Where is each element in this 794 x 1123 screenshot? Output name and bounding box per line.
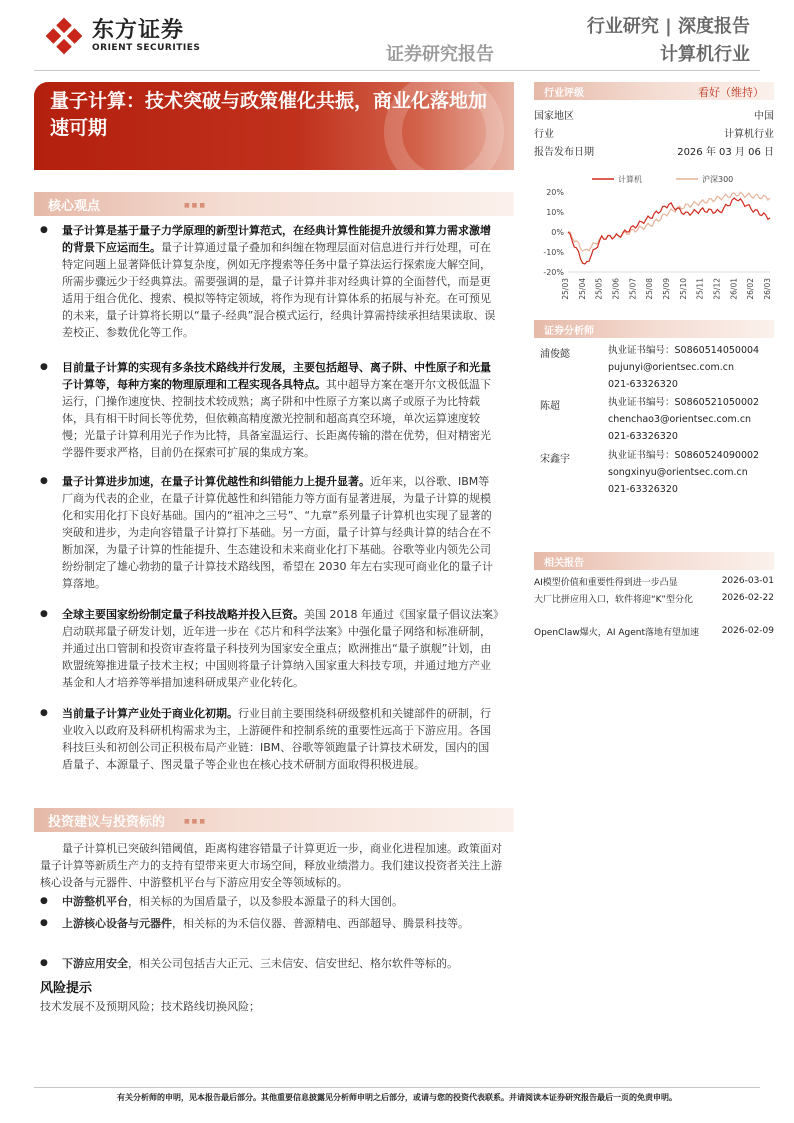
- logo-en: ORIENT SECURITIES: [92, 43, 201, 53]
- x-tick-label: 25/11: [695, 278, 705, 300]
- y-tick-label: 20%: [546, 188, 564, 197]
- logo: [44, 16, 200, 56]
- footer-divider: [34, 1087, 760, 1088]
- invest-point: ● 中游整机平台，相关标的为国盾量子，以及参股本源量子的科大国创。: [40, 893, 500, 910]
- risk-text: 技术发展不及预期风险；技术路线切换风险；: [40, 1000, 260, 1013]
- x-tick-label: 25/07: [628, 278, 638, 300]
- core-point: ● 当前量子计算产业处于商业化初期。行业目前主要围绕科研级整机和关键部件的研制，行业收入以政府及科研机构需求为主，上游硬件和控制系统的重要性远高于下游应用。各国科技巨头和初创公司正积极布局产业链：IBM、谷歌等领跑量子计算技术研发，国内的国盾量子、本源量子、图灵量子等企业也在核心技术研制方面取得积极进展。: [40, 705, 500, 773]
- core-point: ● 全球主要国家纷纷制定量子科技战略并投入巨资。美国 2018 年通过《国家量子倡议法案》启动联邦量子研发计划，近年进一步在《芯片和科学法案》中强化量子网络和标准研制，并通过出口管制和投资审查将量子科技列为国家安全重点；欧洲推出“量子旗舰”计划，由欧盟统筹推进量子技术主权；中国则将量子计算纳入国家重大科技专项，并通过地方产业基金和人才培养等举措加速科研成果产业化转化。: [40, 606, 500, 691]
- core-points-list-3: [40, 473, 500, 594]
- analyst-label: 证券分析师: [544, 326, 594, 337]
- series-line: [568, 198, 770, 264]
- analyst-info: 执业证书编号：S0860524090002 songxinyu@orientsec.com.cn 021-63326320: [608, 450, 760, 495]
- y-tick-label: 10%: [546, 208, 564, 217]
- y-tick-label: -20%: [543, 268, 564, 277]
- x-tick-label: 25/10: [678, 278, 688, 300]
- analyst-name: 陈超: [540, 401, 560, 412]
- rating-value: 看好（维持）: [698, 86, 764, 99]
- related-label: 相关报告: [544, 558, 584, 569]
- y-tick-label: -10%: [543, 248, 564, 257]
- core-point: ● 量子计算是基于量子力学原理的新型计算范式，在经典计算性能提升放缓和算力需求激增的背景下应运而生。量子计算通过量子叠加和纠缠在物理层面对信息进行并行处理，可在特定问题上显著降低计算复杂度，例如无序搜索等任务中量子算法运行探索庞大解空间，所需步骤远少于经典算法。需要强调的是，量子计算并非对经典计算的全面替代，而是更适用于组合优化、搜索、模拟等特定领域，将作为现有计算体系的拓展与补充。在可预见的未来，量子计算将长期以“量子-经典”混合模式运行，经典计算需持续承担结果读取、误差校正、参数优化等工作。: [40, 222, 500, 341]
- page-title: 量子计算：技术突破与政策催化共振，商业化落地加速可期: [50, 90, 488, 139]
- invest-point: ● 上游核心设备与元器件，相关标的为禾信仪器、普源精电、西部超导、腾景科技等。: [40, 915, 500, 932]
- report-category: 行业研究 | 深度报告: [586, 16, 750, 37]
- performance-chart: [534, 170, 774, 310]
- core-point: ● 量子计算进步加速，在量子计算优越性和纠错能力上提升显著。近年来，以谷歌、IBM等厂商为代表的企业，在量子计算优越性和纠错能力等方面有显著进展，为量子计算的规模化和实用化打下良好基础。国内的“祖冲之三号”、“九章”系列量子计算机也实现了显著的突破和进步，为走向容错量子计算打下基础。另一方面，量子计算与经典计算的结合在不断加深，为量子计算的性能提升、生态建设和未来商业化打下基础。谷歌等业内领先公司纷纷制定了雄心勃勃的量子计算技术路线图，希望在 2030 年左右实现可商业化的量子计算落地。: [40, 473, 500, 592]
- x-tick-label: 25/06: [611, 278, 621, 300]
- title-banner: [34, 82, 514, 170]
- core-point: ● 目前量子计算的实现有多条技术路线并行发展，主要包括超导、离子阱、中性原子和光量子计算等，每种方案的物理原理和工程实现各具特点。其中超导方案在毫开尔文极低温下运行，门操作速度快、控制技术较成熟；离子阱和中性原子方案以离子或原子为比特载体，具有相干时间长等优势，但依赖高精度激光控制和超高真空环境，单次运算速度较慢；光量子计算利用光子作为比特，具备室温运行、长距离传输的潜在优势，但对精密光学器件要求严格，目前仍在探索可扩展的集成方案。: [40, 359, 500, 461]
- invest-section-title: 投资建议与投资标的: [48, 815, 166, 830]
- series-line: [568, 192, 770, 251]
- analyst-name: 宋鑫宇: [540, 454, 570, 465]
- core-points-list-4: [40, 606, 500, 693]
- invest-point: ● 下游应用安全，相关公司包括吉大正元、三未信安、信安世纪、格尔软件等标的。: [40, 955, 500, 972]
- x-tick-label: 26/01: [729, 278, 739, 300]
- analyst-name: 浦俊懿: [540, 349, 570, 360]
- risk-title: 风险提示: [40, 981, 93, 996]
- industry-name: 计算机行业: [660, 44, 750, 65]
- core-points-list-5: [40, 705, 500, 775]
- decoration-dots: ■■■: [184, 202, 208, 209]
- core-section-title: 核心观点: [48, 199, 101, 214]
- rating-row: 行业 计算机行业: [534, 129, 774, 140]
- analyst-info: 执业证书编号：S0860521050002 chenchao3@orientsec.com.cn 021-63326320: [608, 397, 760, 442]
- analyst-header: [534, 320, 774, 338]
- logo-cn: 东方证券: [92, 18, 185, 43]
- y-tick-label: 0%: [551, 228, 564, 237]
- header-divider: [34, 70, 760, 71]
- core-points-list: [40, 222, 500, 343]
- invest-section-header: [34, 808, 514, 832]
- related-header: [534, 552, 774, 570]
- x-tick-label: 25/04: [577, 278, 587, 300]
- legend-label: 沪深300: [702, 175, 734, 184]
- x-tick-label: 25/08: [645, 278, 655, 300]
- rating-header: [534, 82, 774, 100]
- core-section-header: [34, 192, 514, 216]
- core-points-list-2: [40, 359, 500, 463]
- x-tick-label: 26/02: [746, 278, 756, 300]
- x-tick-label: 25/09: [662, 278, 671, 300]
- analyst-info: 执业证书编号：S0860514050004 pujunyi@orientsec.com.cn 021-63326320: [608, 345, 760, 390]
- footer-disclaimer: 有关分析师的申明，见本报告最后部分。其他重要信息披露见分析师申明之后部分，或请与您的投资代表联系。并请阅读本证券研究报告最后一页的免责申明。: [117, 1093, 677, 1102]
- rating-label: 行业评级: [544, 88, 584, 99]
- decoration-dots: ■■■: [184, 818, 208, 825]
- x-tick-label: 25/12: [712, 278, 722, 300]
- report-type: 证券研究报告: [386, 44, 494, 65]
- x-tick-label: 26/03: [763, 278, 772, 300]
- logo-icon: [44, 16, 84, 56]
- invest-intro: 量子计算机已突破纠错阈值，距离构建容错量子计算更近一步，商业化进程加速。政策面对量子计算等新质生产力的支持有望带来更大市场空间，释放业绩潜力。我们建议投资者关注上游核心设备与元器件、中游整机平台与下游应用安全等领域标的。: [40, 842, 502, 889]
- rating-row: 国家地区 中国: [534, 111, 774, 122]
- x-tick-label: 25/03: [561, 278, 570, 300]
- legend-label: 计算机: [618, 175, 642, 184]
- x-tick-label: 25/05: [594, 278, 604, 300]
- rating-row: 报告发布日期 2026 年 03 月 06 日: [534, 147, 774, 158]
